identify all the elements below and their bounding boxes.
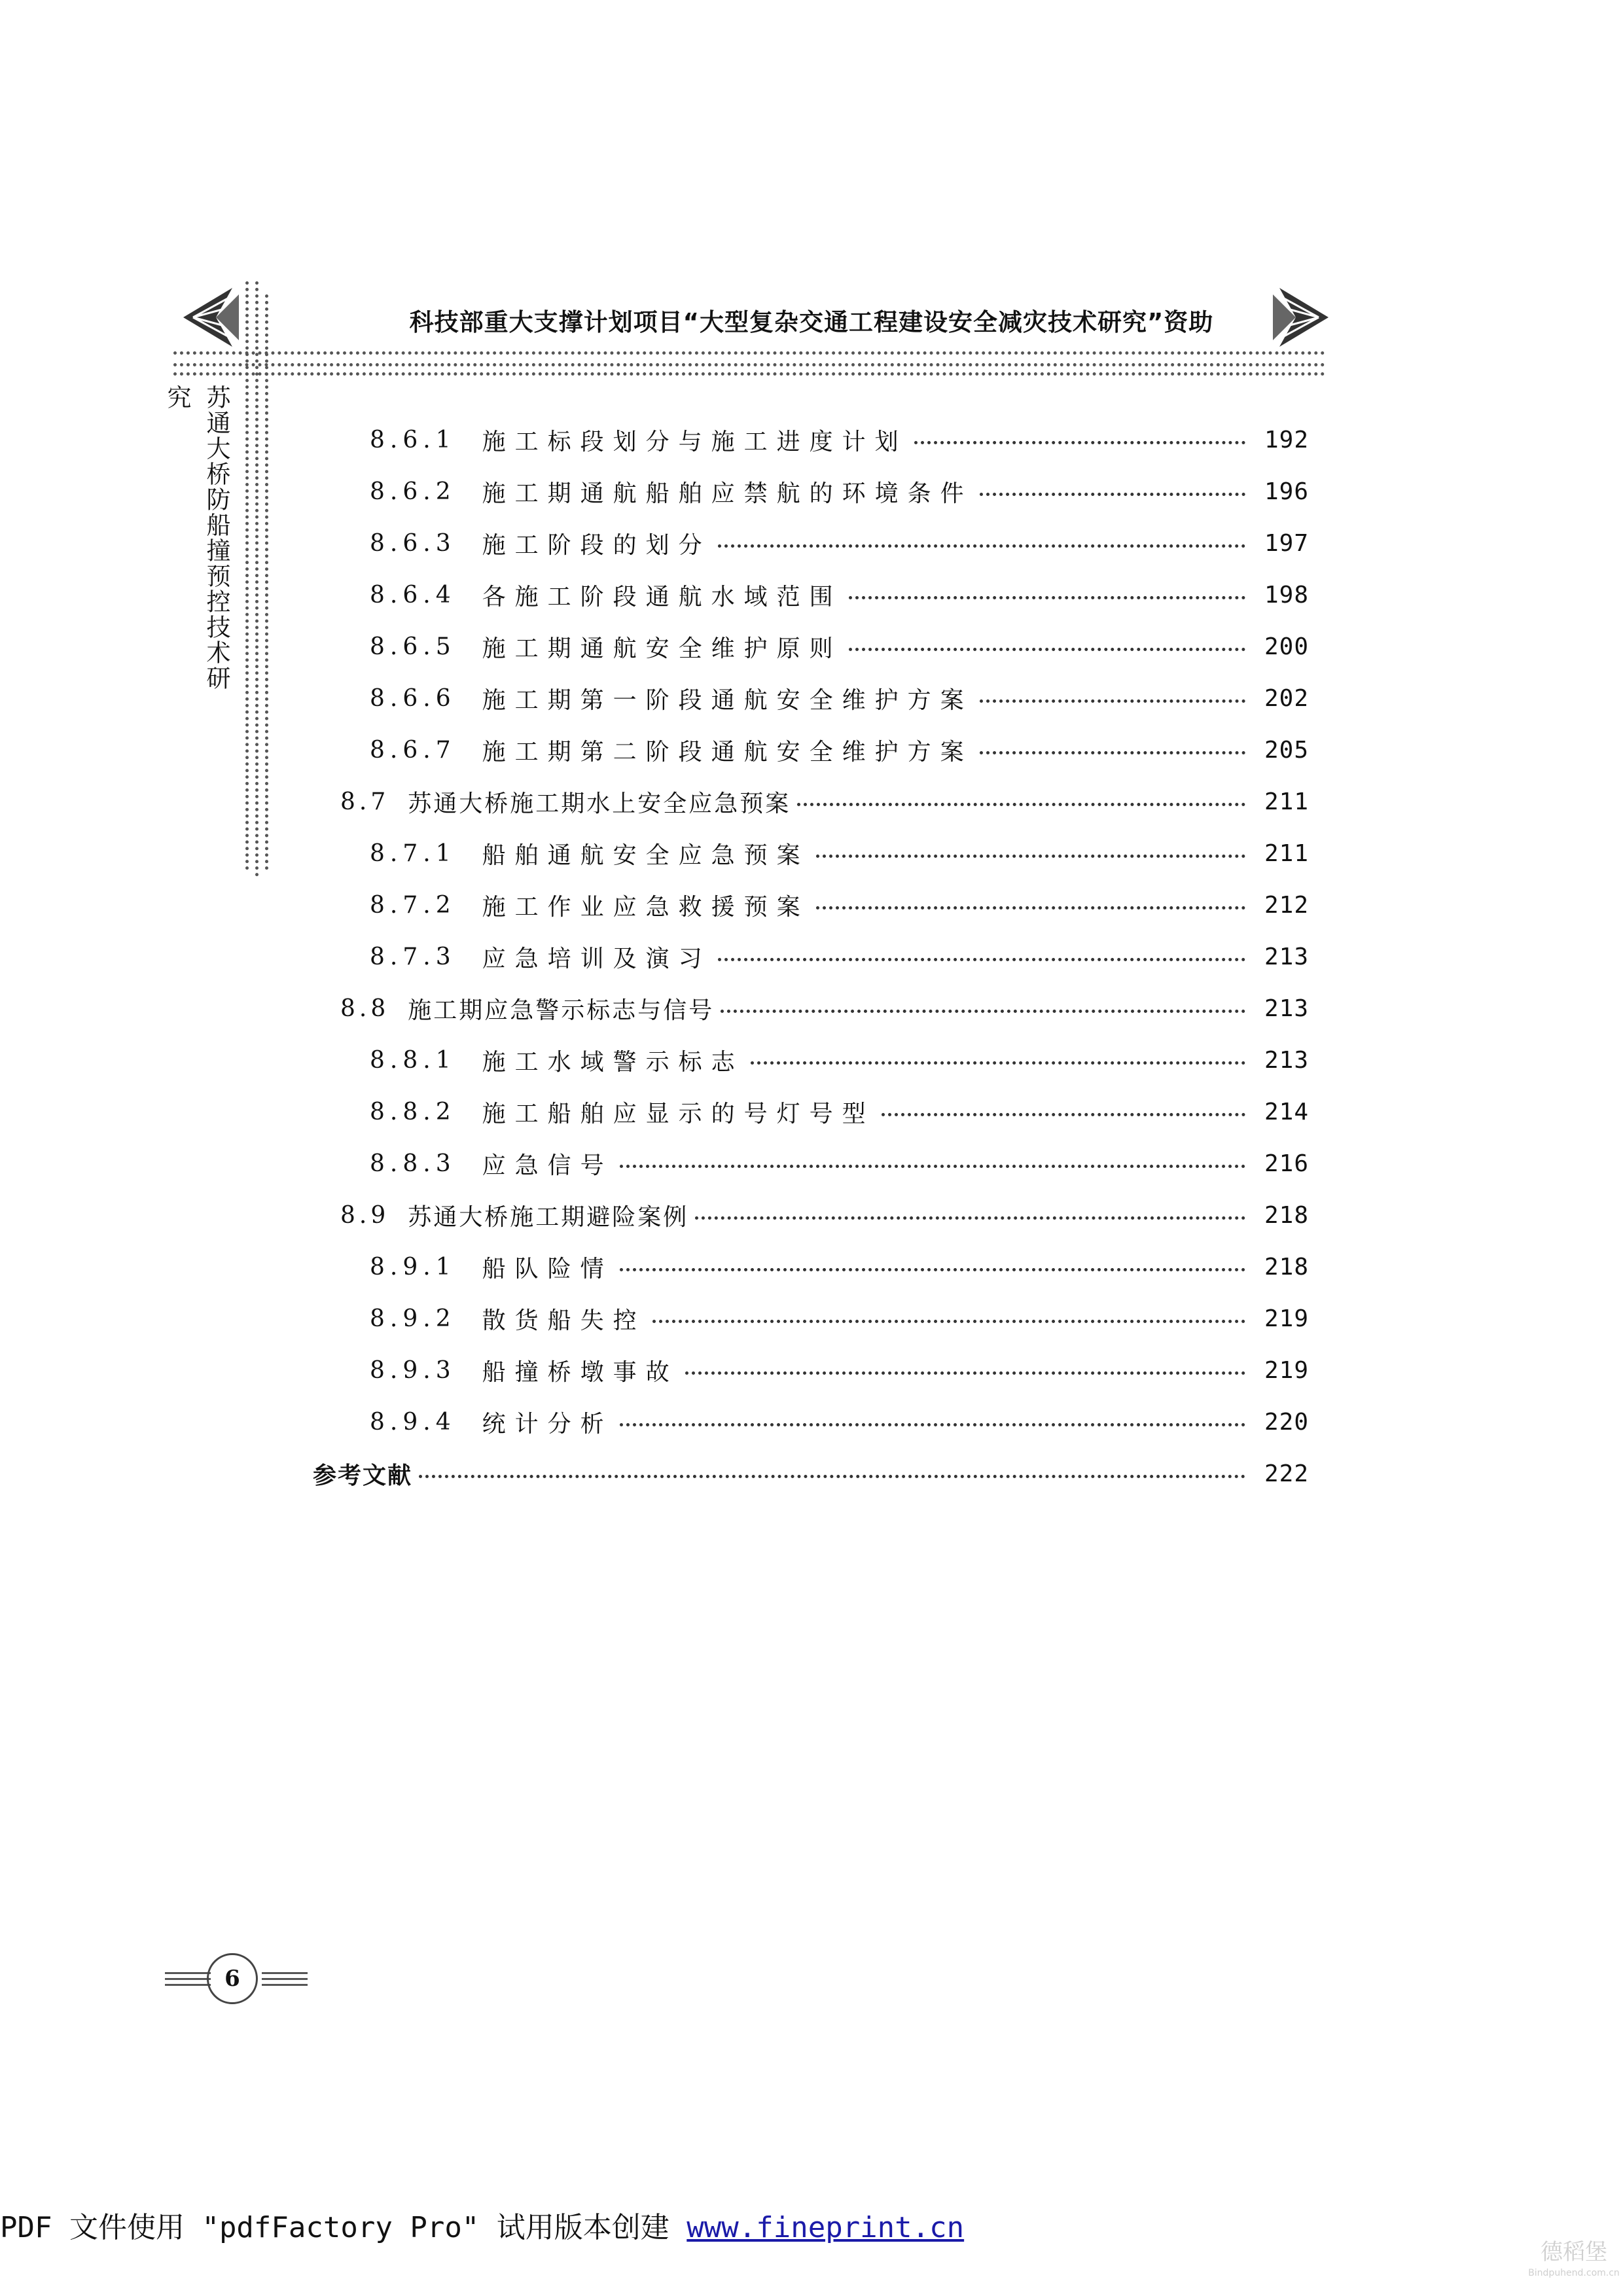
- toc-entry[interactable]: [370, 523, 1309, 563]
- toc-dot-leader: [816, 855, 1245, 858]
- toc-entry[interactable]: [313, 1454, 1309, 1493]
- toc-dot-leader: [652, 1320, 1245, 1323]
- toc-entry-page: 214: [1264, 1098, 1309, 1125]
- toc-dot-leader: [882, 1113, 1245, 1116]
- sidebar-rule-3: [265, 294, 268, 870]
- header-divider-line-2: [173, 363, 1325, 366]
- toc-dot-leader: [620, 1268, 1245, 1271]
- toc-entry-title: 施工期第二阶段通航安全维护方案: [482, 738, 973, 766]
- toc-entry-title: 船舶通航安全应急预案: [482, 841, 810, 869]
- header-divider-line-1: [173, 351, 1325, 355]
- toc-dot-leader: [980, 751, 1245, 754]
- toc-entry[interactable]: [370, 1144, 1309, 1183]
- toc-entry-page: 200: [1264, 633, 1309, 660]
- toc-entry-title: 施工作业应急救援预案: [482, 893, 810, 921]
- toc-dot-leader: [718, 958, 1245, 961]
- toc-entry-page: 220: [1264, 1408, 1309, 1436]
- toc-entry-page: 211: [1264, 788, 1309, 815]
- toc-entry-number: 8.6.2: [370, 478, 456, 505]
- toc-entry[interactable]: [370, 1040, 1309, 1080]
- toc-entry[interactable]: [370, 937, 1309, 976]
- toc-entry-number: 8.7.1: [370, 839, 456, 867]
- toc-entry-page: 213: [1264, 995, 1309, 1022]
- right-ornament-icon: [1270, 285, 1335, 350]
- toc-entry-page: 218: [1264, 1253, 1309, 1280]
- toc-dot-leader: [620, 1165, 1245, 1168]
- toc-entry-page: 219: [1264, 1305, 1309, 1332]
- header-divider-line-3: [173, 372, 1325, 376]
- toc-dot-leader: [620, 1423, 1245, 1426]
- toc-entry[interactable]: [370, 575, 1309, 614]
- toc-dot-leader: [797, 803, 1245, 806]
- toc-dot-leader: [980, 493, 1245, 496]
- toc-entry-number: 8.9: [340, 1201, 390, 1229]
- toc-dot-leader: [718, 544, 1245, 548]
- toc-entry-title: 苏通大桥施工期水上安全应急预案: [408, 790, 791, 817]
- toc-entry-number: 8.6.5: [370, 633, 456, 660]
- toc-entry-title: 散货船失控: [482, 1307, 646, 1334]
- toc-entry[interactable]: [370, 834, 1309, 873]
- toc-entry-page: 216: [1264, 1150, 1309, 1177]
- toc-entry-page: 196: [1264, 478, 1309, 505]
- toc-entry-page: 192: [1264, 426, 1309, 453]
- toc-entry-page: 222: [1264, 1460, 1309, 1487]
- toc-entry-number: 8.6.1: [370, 426, 456, 453]
- toc-entry-page: 219: [1264, 1356, 1309, 1384]
- toc-entry-title: 施工期第一阶段通航安全维护方案: [482, 686, 973, 714]
- sidebar-rule-2: [255, 281, 259, 877]
- sidebar-book-title: 苏通大桥防船撞预控技术研究: [163, 385, 230, 691]
- toc-entry-title: 统计分析: [482, 1410, 613, 1438]
- toc-dot-leader: [914, 441, 1245, 444]
- toc-entry-number: 8.8.1: [370, 1046, 456, 1074]
- toc-entry-title: 应急信号: [482, 1152, 613, 1179]
- toc-entry-title: 参考文献: [313, 1462, 413, 1489]
- toc-entry-title: 施工船舶应显示的号灯号型: [482, 1100, 875, 1127]
- toc-entry-title: 船队险情: [482, 1255, 613, 1282]
- toc-dot-leader: [685, 1371, 1245, 1375]
- toc-dot-leader: [980, 699, 1245, 703]
- toc-entry[interactable]: [370, 885, 1309, 925]
- toc-entry-title: 施工水域警示标志: [482, 1048, 744, 1076]
- toc-entry-number: 8.6.6: [370, 684, 456, 712]
- toc-dot-leader: [751, 1061, 1245, 1065]
- toc-entry-title: 应急培训及演习: [482, 945, 711, 972]
- toc-entry-page: 218: [1264, 1201, 1309, 1229]
- watermark: [1525, 2238, 1623, 2290]
- toc-entry-number: 8.8: [340, 995, 390, 1022]
- page-number-lines-left: [165, 1972, 211, 1990]
- toc-entry-title: 各施工阶段通航水域范围: [482, 583, 842, 610]
- toc-entry[interactable]: [370, 472, 1309, 511]
- toc-entry[interactable]: [370, 420, 1309, 459]
- pdf-footer: [0, 2208, 964, 2248]
- watermark-text: 德稻堡: [1541, 2239, 1607, 2265]
- toc-entry-number: 8.7: [340, 788, 390, 815]
- toc-dot-leader: [721, 1010, 1245, 1013]
- toc-entry-number: 8.8.3: [370, 1150, 456, 1177]
- toc-entry[interactable]: [370, 1402, 1309, 1441]
- toc-entry-number: 8.9.3: [370, 1356, 456, 1384]
- toc-dot-leader: [849, 596, 1245, 599]
- toc-dot-leader: [695, 1216, 1245, 1220]
- page-number-lines-right: [262, 1972, 308, 1990]
- toc-entry[interactable]: [370, 1247, 1309, 1286]
- toc-dot-leader: [816, 906, 1245, 910]
- toc-entry-number: 8.9.4: [370, 1408, 456, 1436]
- toc-entry-number: 8.8.2: [370, 1098, 456, 1125]
- toc-dot-leader: [419, 1475, 1245, 1478]
- toc-entry[interactable]: [340, 989, 1309, 1028]
- toc-entry-title: 施工期通航船舶应禁航的环境条件: [482, 480, 973, 507]
- toc-entry-number: 8.6.4: [370, 581, 456, 609]
- toc-entry[interactable]: [370, 1299, 1309, 1338]
- toc-entry-number: 8.7.2: [370, 891, 456, 919]
- toc-entry[interactable]: [370, 1092, 1309, 1131]
- toc-entry-number: 8.6.7: [370, 736, 456, 764]
- toc-entry-title: 施工阶段的划分: [482, 531, 711, 559]
- toc-entry[interactable]: [340, 1195, 1309, 1235]
- toc-entry[interactable]: [340, 782, 1309, 821]
- toc-entry-title: 施工标段划分与施工进度计划: [482, 428, 908, 455]
- toc-entry-number: 8.6.3: [370, 529, 456, 557]
- toc-entry[interactable]: [370, 730, 1309, 769]
- toc-entry-number: 8.9.1: [370, 1253, 456, 1280]
- toc-entry-page: 197: [1264, 529, 1309, 557]
- toc-entry[interactable]: [370, 1351, 1309, 1390]
- toc-entry-number: 8.7.3: [370, 943, 456, 970]
- toc-entry-title: 施工期应急警示标志与信号: [408, 997, 715, 1024]
- toc-entry-title: 船撞桥墩事故: [482, 1358, 679, 1386]
- footer-link[interactable]: www.fineprint.cn: [687, 2211, 965, 2244]
- footer-text: PDF 文件使用 "pdfFactory Pro" 试用版本创建: [0, 2211, 687, 2244]
- toc-dot-leader: [849, 648, 1245, 651]
- toc-entry-page: 213: [1264, 1046, 1309, 1074]
- page-number: 6: [207, 1953, 258, 2004]
- toc-entry-page: 202: [1264, 684, 1309, 712]
- toc-entry-title: 施工期通航安全维护原则: [482, 635, 842, 662]
- toc-entry-page: 205: [1264, 736, 1309, 764]
- toc-entry[interactable]: [370, 627, 1309, 666]
- toc-entry-title: 苏通大桥施工期避险案例: [408, 1203, 689, 1231]
- sidebar-rule-1: [245, 281, 249, 870]
- toc-entry[interactable]: [370, 679, 1309, 718]
- watermark-subtext: Bindpuhend.com.cn: [1528, 2268, 1620, 2278]
- toc-entry-page: 213: [1264, 943, 1309, 970]
- toc-entry-page: 211: [1264, 839, 1309, 867]
- toc-entry-page: 212: [1264, 891, 1309, 919]
- toc-entry-number: 8.9.2: [370, 1305, 456, 1332]
- header-title: 科技部重大支撑计划项目“大型复杂交通工程建设安全减灾技术研究”资助: [409, 308, 1214, 336]
- toc-entry-page: 198: [1264, 581, 1309, 609]
